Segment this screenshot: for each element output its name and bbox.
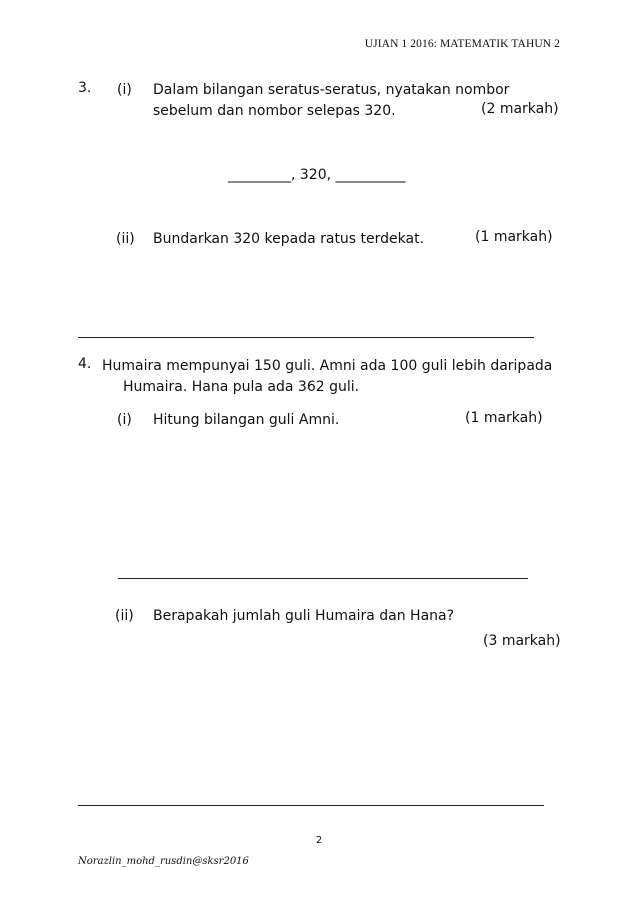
question-4-number: 4. — [78, 356, 92, 372]
question-4-part-ii-text: Berapakah jumlah guli Humaira dan Hana? — [153, 608, 455, 624]
question-3-part-ii-label: (ii) — [116, 231, 135, 247]
question-3-part-i-label: (i) — [117, 82, 132, 98]
question-3-part-ii-text: Bundarkan 320 kepada ratus terdekat. — [153, 231, 425, 247]
question-4-line1: Humaira mempunyai 150 guli. Amni ada 100 guli lebih daripada — [102, 358, 553, 374]
question-4-part-i-label: (i) — [117, 412, 132, 428]
answer-line — [78, 805, 544, 806]
answer-line — [118, 578, 528, 579]
answer-line — [78, 337, 534, 338]
question-4-part-i-marks: (1 markah) — [465, 410, 543, 426]
question-3-number: 3. — [78, 80, 92, 96]
question-4-part-ii-label: (ii) — [115, 608, 134, 624]
question-3-part-ii-marks: (1 markah) — [475, 229, 553, 245]
author-signature: Norazlin_mohd_rusdin@sksr2016 — [78, 856, 249, 867]
question-4-line2: Humaira. Hana pula ada 362 guli. — [123, 379, 360, 395]
document-header: UJIAN 1 2016: MATEMATIK TAHUN 2 — [364, 38, 560, 50]
question-4-part-ii-marks: (3 markah) — [483, 633, 561, 649]
question-3-part-i-marks: (2 markah) — [481, 101, 559, 117]
question-3-blank-sequence: _________, 320, __________ — [228, 167, 406, 183]
page-number: 2 — [315, 835, 323, 846]
question-3-part-i-line1: Dalam bilangan seratus-seratus, nyatakan nombor — [153, 82, 510, 98]
question-3-part-i-line2: sebelum dan nombor selepas 320. — [153, 103, 396, 119]
question-4-part-i-text: Hitung bilangan guli Amni. — [153, 412, 340, 428]
